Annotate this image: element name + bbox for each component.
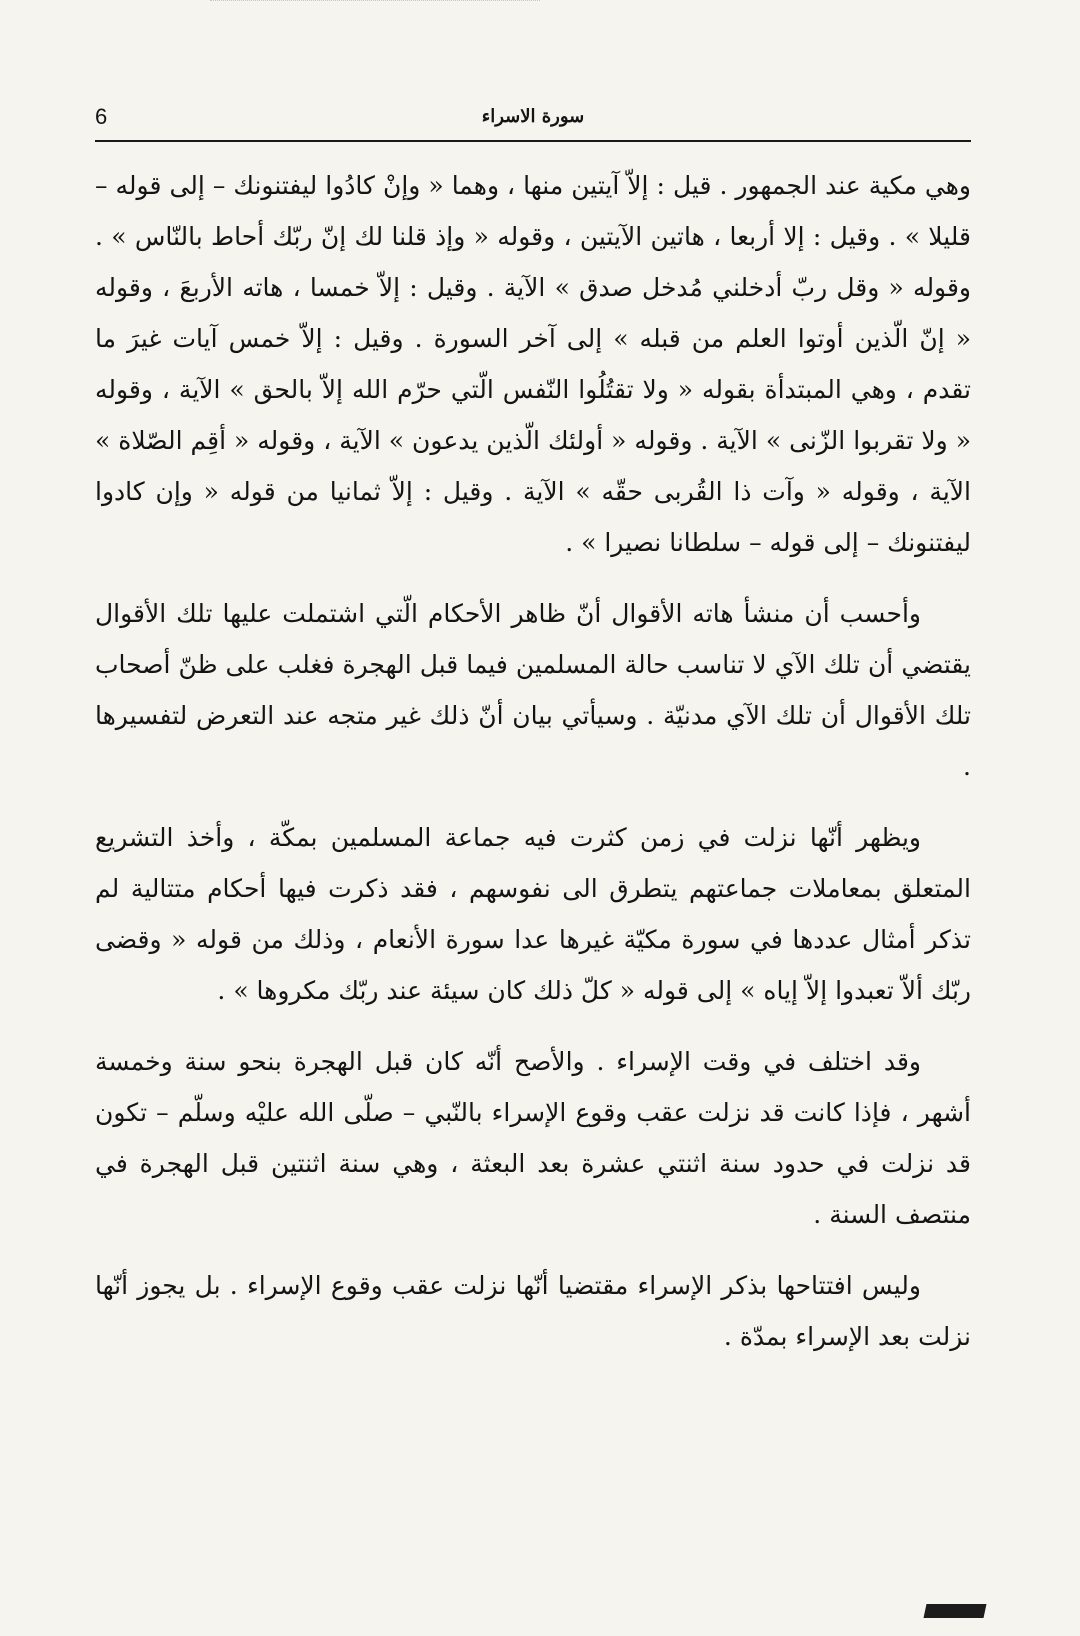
paragraph: وقد اختلف في وقت الإسراء . والأصح أنّه كان قبل الهجرة بنحو سنة وخمسة أشهر ، فإذا كانت قد نزلت عقب وقوع الإسراء بالنّبي – صلّى الله عليْه وسلّم – تكون قد نزلت في حدود سنة اثنتي عشرة بعد البعثة ، وهي سنة اثنتين قبل الهجرة في منتصف السنة . — [95, 1047, 971, 1229]
running-header — [95, 100, 971, 142]
paragraph: ويظهر أنّها نزلت في زمن كثرت فيه جماعة المسلمين بمكّة ، وأخذ التشريع المتعلق بمعاملات جماعتهم يتطرق الى نفوسهم ، فقد ذكرت فيها أحكام متتالية لم تذكر أمثال عددها في سورة مكيّة غيرها عدا سورة الأنعام ، وذلك من قوله « وقضى ربّك ألاّ تعبدوا إلاّ إياه » إلى قوله « كلّ ذلك كان سيئة عند ربّك مكروها » . — [95, 823, 971, 1005]
body-text — [95, 160, 971, 1382]
scan-edge-mark — [210, 0, 540, 2]
chapter-title: سورة الاسراء — [481, 106, 585, 127]
paragraph: وأحسب أن منشأ هاته الأقوال أنّ ظاهر الأحكام الّتي اشتملت عليها تلك الأقوال يقتضي أن تلك الآي لا تناسب حالة المسلمين فيما قبل الهجرة فغلب على ظنّ أصحاب تلك الأقوال أن تلك الآي مدنيّة . وسيأتي بيان أنّ ذلك غير متجه عند التعرض لتفسيرها . — [95, 599, 971, 781]
page-number: 6 — [95, 104, 108, 129]
paragraph: وهي مكية عند الجمهور . قيل : إلاّ آيتين منها ، وهما « وإنْ كادُوا ليفتنونك – إلى قوله – قليلا » . وقيل : إلا أربعا ، هاتين الآيتين ، وقوله « وإذ قلنا لك إنّ ربّك أحاط بالنّاس » . وقوله « وقل ربّ أدخلني مُدخل صدق » الآية . وقيل : إلاّ خمسا ، هاته الأربعَ ، وقوله « إنّ الّذين أوتوا العلم من قبله » إلى آخر السورة . وقيل : إلاّ خمس آيات غيرَ ما تقدم ، وهي المبتدأة بقوله « ولا تقتُلُوا النّفس الّتي حرّم الله إلاّ بالحق » الآية ، وقوله « ولا تقربوا الزّنى » الآية . وقوله « أولئك الّذين يدعون » الآية ، وقوله « أقِم الصّلاة » الآية ، وقوله « وآت ذا القُربى حقّه » الآية . وقيل : إلاّ ثمانيا من قوله « وإن كادوا ليفتنونك – إلى قوله – سلطانا نصيرا » . — [95, 171, 971, 557]
paragraph: وليس افتتاحها بذكر الإسراء مقتضيا أنّها نزلت عقب وقوع الإسراء . بل يجوز أنّها نزلت بعد الإسراء بمدّة . — [95, 1271, 971, 1351]
scan-ink-mark — [924, 1604, 987, 1618]
